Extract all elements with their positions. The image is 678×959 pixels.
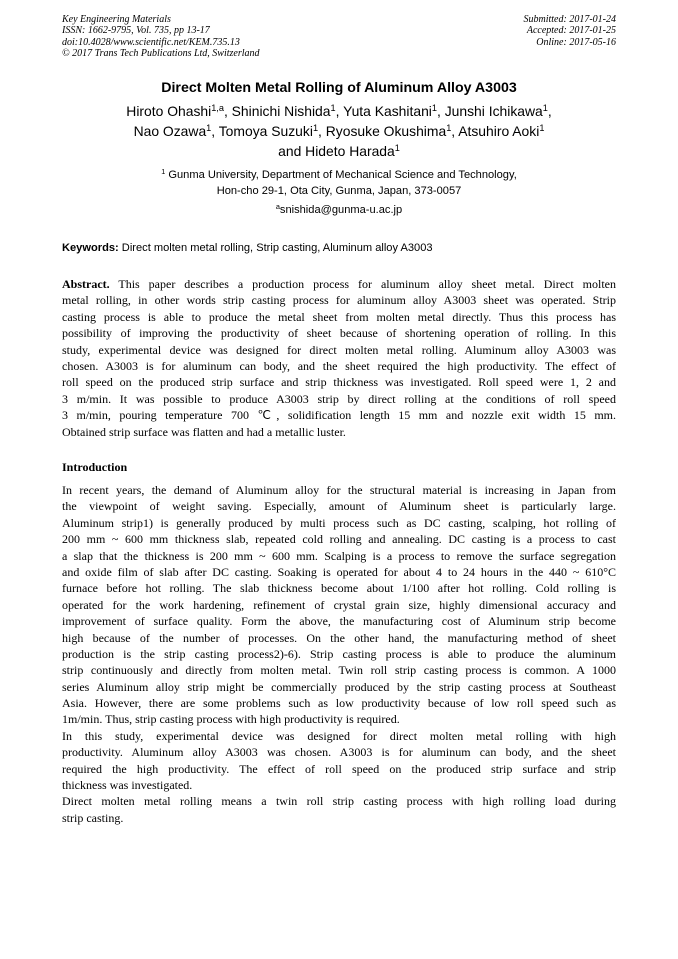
introduction-line: production is the strip casting process2)-6). Strip casting process is able to produce the aluminum: [62, 646, 616, 661]
introduction-line: Asia. However, there are some problems such as low productivity because of low roll speed such as: [62, 696, 616, 711]
introduction-line: strip continuously and directly from molten metal. Twin roll strip casting process is common. A 1000: [62, 663, 616, 678]
introduction-line: Direct molten metal rolling means a twin roll strip casting process with high rolling load during: [62, 794, 616, 809]
author-sup: 1: [431, 102, 437, 113]
introduction-line: improvement of surface quality. Form the above, the manufacturing cost of Aluminum strip become: [62, 614, 616, 629]
affiliation-text: Gunma University, Department of Mechanical Science and Technology,: [165, 169, 517, 181]
abstract-text: This paper describes a production process for aluminum alloy sheet metal. Direct molten: [109, 277, 616, 291]
keywords-text: Direct molten metal rolling, Strip casting, Aluminum alloy A3003: [118, 242, 433, 254]
affiliation-line-2: Hon-cho 29-1, Ota City, Gunma, Japan, 373-0057: [216, 185, 462, 197]
introduction-line: furnace before hot rolling. The slab thickness become about 1/100 after hot rolling. Cold rolling is: [62, 581, 616, 596]
paper-title: Direct Molten Metal Rolling of Aluminum Alloy A3003: [161, 80, 517, 96]
author-name: and Hideto Harada: [278, 143, 395, 159]
online-date: Online: 2017-05-16: [536, 36, 616, 48]
introduction-line: thickness was investigated.: [62, 778, 193, 793]
author-name: Yuta Kashitani: [343, 103, 432, 119]
author-sup: 1: [446, 122, 452, 133]
introduction-line: series Aluminum alloy strip might be commercially produced by the strip casting process at Southeast: [62, 679, 616, 694]
author-sep: ,: [547, 103, 552, 119]
affiliation-sup: 1: [161, 166, 166, 176]
keywords: [62, 242, 616, 254]
introduction-line: and oxide film of slab after DC casting. Soaking is operated for about 4 to 24 hours in the 440 ~ 610°C: [62, 564, 616, 579]
introduction-line: Aluminum strip1) is generally produced by multi process such as DC casting, scalping, hot rolling of: [62, 515, 616, 530]
author-sup: 1,a: [211, 102, 224, 113]
introduction-line: a slap that the thickness is 200 mm ~ 600 mm. Scalping is a process to remove the surface segregation: [62, 548, 616, 563]
author-sep: ,: [335, 103, 344, 119]
submitted-date: Submitted: 2017-01-24: [523, 14, 616, 25]
author-list: [62, 101, 616, 161]
abstract-line: metal rolling, in other words strip casting process for aluminum alloy A3003 sheet was operated. Strip: [62, 293, 616, 308]
author-sep: ,: [318, 123, 326, 139]
journal-copyright: © 2017 Trans Tech Publications Ltd, Switzerland: [62, 48, 260, 60]
author-email: [62, 201, 616, 216]
publication-dates: [524, 14, 617, 48]
author-sup: 1: [394, 142, 400, 153]
email-sup: a: [275, 201, 280, 211]
introduction-line: productivity. Aluminum alloy A3003 was chosen. A3003 is for aluminum can body, and the sheet: [62, 745, 616, 760]
journal-info: [62, 14, 260, 60]
abstract-line: 3 m/min. It was possible to produce A3003 strip by direct rolling at the conditions of roll speed: [62, 391, 616, 406]
author-sep: ,: [436, 103, 445, 119]
author-name: Ryosuke Okushima: [325, 123, 447, 139]
email-address: snishida@gunma-u.ac.jp: [279, 204, 403, 216]
author-name: Tomoya Suzuki: [218, 123, 313, 139]
author-sup: 1: [542, 102, 548, 113]
accepted-date: Accepted: 2017-01-25: [526, 25, 616, 37]
author-line-2: [62, 121, 616, 141]
author-sup: 1: [539, 122, 545, 133]
author-name: Junshi Ichikawa: [444, 103, 543, 119]
abstract-line: casting process is able to produce the metal sheet from molten metal directly. Thus this process has: [62, 309, 616, 324]
introduction-line: 200 mm ~ 600 mm thickness slab, repeated cold rolling and annealing. DC casting is a process to cast: [62, 532, 616, 547]
author-name: Atsuhiro Aoki: [458, 123, 540, 139]
author-line-1: [62, 101, 616, 121]
introduction-line: the viewpoint of weight saving. Especially, amount of Aluminum sheet is particularly large.: [62, 499, 616, 514]
author-sep: ,: [223, 103, 232, 119]
abstract-line: roll speed on the produced strip surface and strip thickness was investigated. Roll speed were 1, 2 and: [62, 375, 616, 390]
introduction-line: In this study, experimental device was designed for direct molten metal rolling with high: [62, 728, 616, 743]
section-heading-introduction: Introduction: [62, 460, 128, 474]
abstract-line: [62, 276, 616, 292]
introduction-line: In recent years, the demand of Aluminum alloy for the structural material is increasing in Japan from: [62, 483, 616, 497]
journal-doi: doi:10.4028/www.scientific.net/KEM.735.13: [62, 36, 240, 48]
abstract-line: study, experimental device was designed for direct molten metal rolling. Aluminum alloy A3003 was: [62, 342, 616, 357]
abstract-line: chosen. A3003 is for aluminum can body, and the sheet required the high productivity. The effect of: [62, 358, 616, 373]
abstract-line: possibility of improving the productivity of sheet because of shortening operation of rolling. In this: [62, 326, 616, 341]
affiliation: [62, 167, 616, 199]
author-sup: 1: [330, 102, 336, 113]
introduction-line: 1m/min. Thus, strip casting process with high productivity is required.: [62, 712, 400, 727]
author-name: Nao Ozawa: [133, 123, 207, 139]
abstract-label: Abstract.: [62, 277, 110, 291]
author-name: Shinichi Nishida: [231, 103, 331, 119]
keywords-label: Keywords:: [62, 242, 119, 254]
introduction-line: operated for the work hardening, refinement of crystal grain size, highly dimensional accuracy and: [62, 597, 616, 612]
introduction-line: required the high productivity. The effect of roll speed on the produced strip surface and strip: [62, 761, 616, 776]
author-name: Hiroto Ohashi: [126, 103, 212, 119]
affiliation-line-1: [62, 167, 616, 183]
author-sup: 1: [206, 122, 212, 133]
author-sup: 1: [312, 122, 319, 133]
author-line-3: [62, 141, 616, 161]
author-sep: ,: [211, 123, 219, 139]
introduction-body: [62, 482, 616, 826]
abstract-line: Obtained strip surface was flatten and had a metallic luster.: [62, 424, 346, 439]
journal-issn: ISSN: 1662-9795, Vol. 735, pp 13-17: [62, 25, 210, 37]
introduction-line: strip casting.: [62, 810, 124, 825]
journal-name: Key Engineering Materials: [62, 14, 171, 25]
abstract-line: 3 m/min, pouring temperature 700 ℃, solidification length 15 mm and nozzle exit width 15 mm.: [62, 408, 616, 423]
author-sep: ,: [451, 123, 459, 139]
introduction-line: high because of the number of processes. On the other hand, the manufacturing method of sheet: [62, 630, 616, 645]
abstract: [62, 276, 616, 440]
